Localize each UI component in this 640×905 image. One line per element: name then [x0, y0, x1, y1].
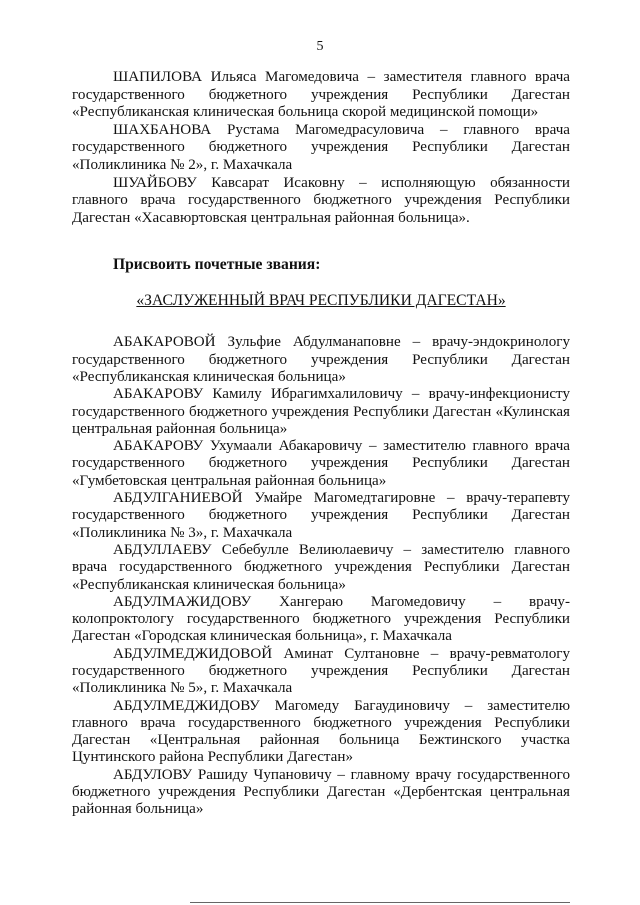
intro-paragraph: ШУАЙБОВУ Кавсарат Исаковну – исполняющую обязанности главного врача государственного бюджетного учреждения Республики Дагестан «Хасавюртовская центральная районная больница».	[72, 174, 570, 226]
award-entry: АБДУЛЛАЕВУ Себебулле Велиюлаевичу – заместителю главного врача государственного бюджетного учреждения Республики Дагестан «Республиканская клиническая больница»	[72, 541, 570, 593]
award-list	[72, 334, 570, 818]
scan-edge-line	[190, 902, 570, 903]
award-entry: АБАКАРОВУ Камилу Ибрагимхалиловичу – врачу-инфекционисту государственного бюджетного учреждения Республики Дагестан «Кулинская центральная районная больница»	[72, 386, 570, 437]
page-number: 5	[316, 39, 324, 54]
section-heading: Присвоить почетные звания:	[113, 256, 321, 274]
document-body	[72, 69, 570, 819]
award-entry: АБДУЛМЕДЖИДОВОЙ Аминат Султановне – врачу-ревматологу государственного бюджетного учреждения Республики Дагестан «Поликлиника № 5», г. Махачкала	[72, 645, 570, 697]
award-entry: АБДУЛМАЖИДОВУ Хангераю Магомедовичу – врачу-колопроктологу государственного бюджетного учреждения Республики Дагестан «Городская клиническая больница», г. Махачкала	[72, 593, 570, 645]
award-entry: АБДУЛОВУ Рашиду Чупановичу – главному врачу государственного бюджетного учреждения Республики Дагестан «Дербентская центральная районная больница»	[72, 766, 570, 818]
award-entry: АБДУЛМЕДЖИДОВУ Магомеду Багаудиновичу – заместителю главного врача государственного бюджетного учреждения Республики Дагестан «Центральная районная больница Бежтинского участка Цунтинского района Республики Дагестан»	[72, 697, 570, 766]
intro-paragraph: ШАХБАНОВА Рустама Магомедрасуловича – главного врача государственного бюджетного учреждения Республики Дагестан «Поликлиника № 2», г. Махачкала	[72, 121, 570, 173]
intro-paragraph: ШАПИЛОВА Ильяса Магомедовича – заместителя главного врача государственного бюджетного учреждения Республики Дагестан «Республиканская клиническая больница скорой медицинской помощи»	[72, 69, 570, 121]
award-entry: АБАКАРОВОЙ Зульфие Абдулманаповне – врачу-эндокринологу государственного бюджетного учреждения Республики Дагестан «Республиканская клиническая больница»	[72, 334, 570, 385]
award-entry: АБАКАРОВУ Ухумаали Абакаровичу – заместителю главного врача государственного бюджетного учреждения Республики Дагестан «Гумбетовская центральная районная больница»	[72, 438, 570, 489]
award-title-text: «ЗАСЛУЖЕННЫЙ ВРАЧ РЕСПУБЛИКИ ДАГЕСТАН»	[136, 292, 506, 310]
award-entry: АБДУЛГАНИЕВОЙ Умайре Магомедтагировне – врачу-терапевту государственного бюджетного учреждения Республики Дагестан «Поликлиника № 3», г. Махачкала	[72, 490, 570, 541]
award-title	[72, 292, 570, 310]
